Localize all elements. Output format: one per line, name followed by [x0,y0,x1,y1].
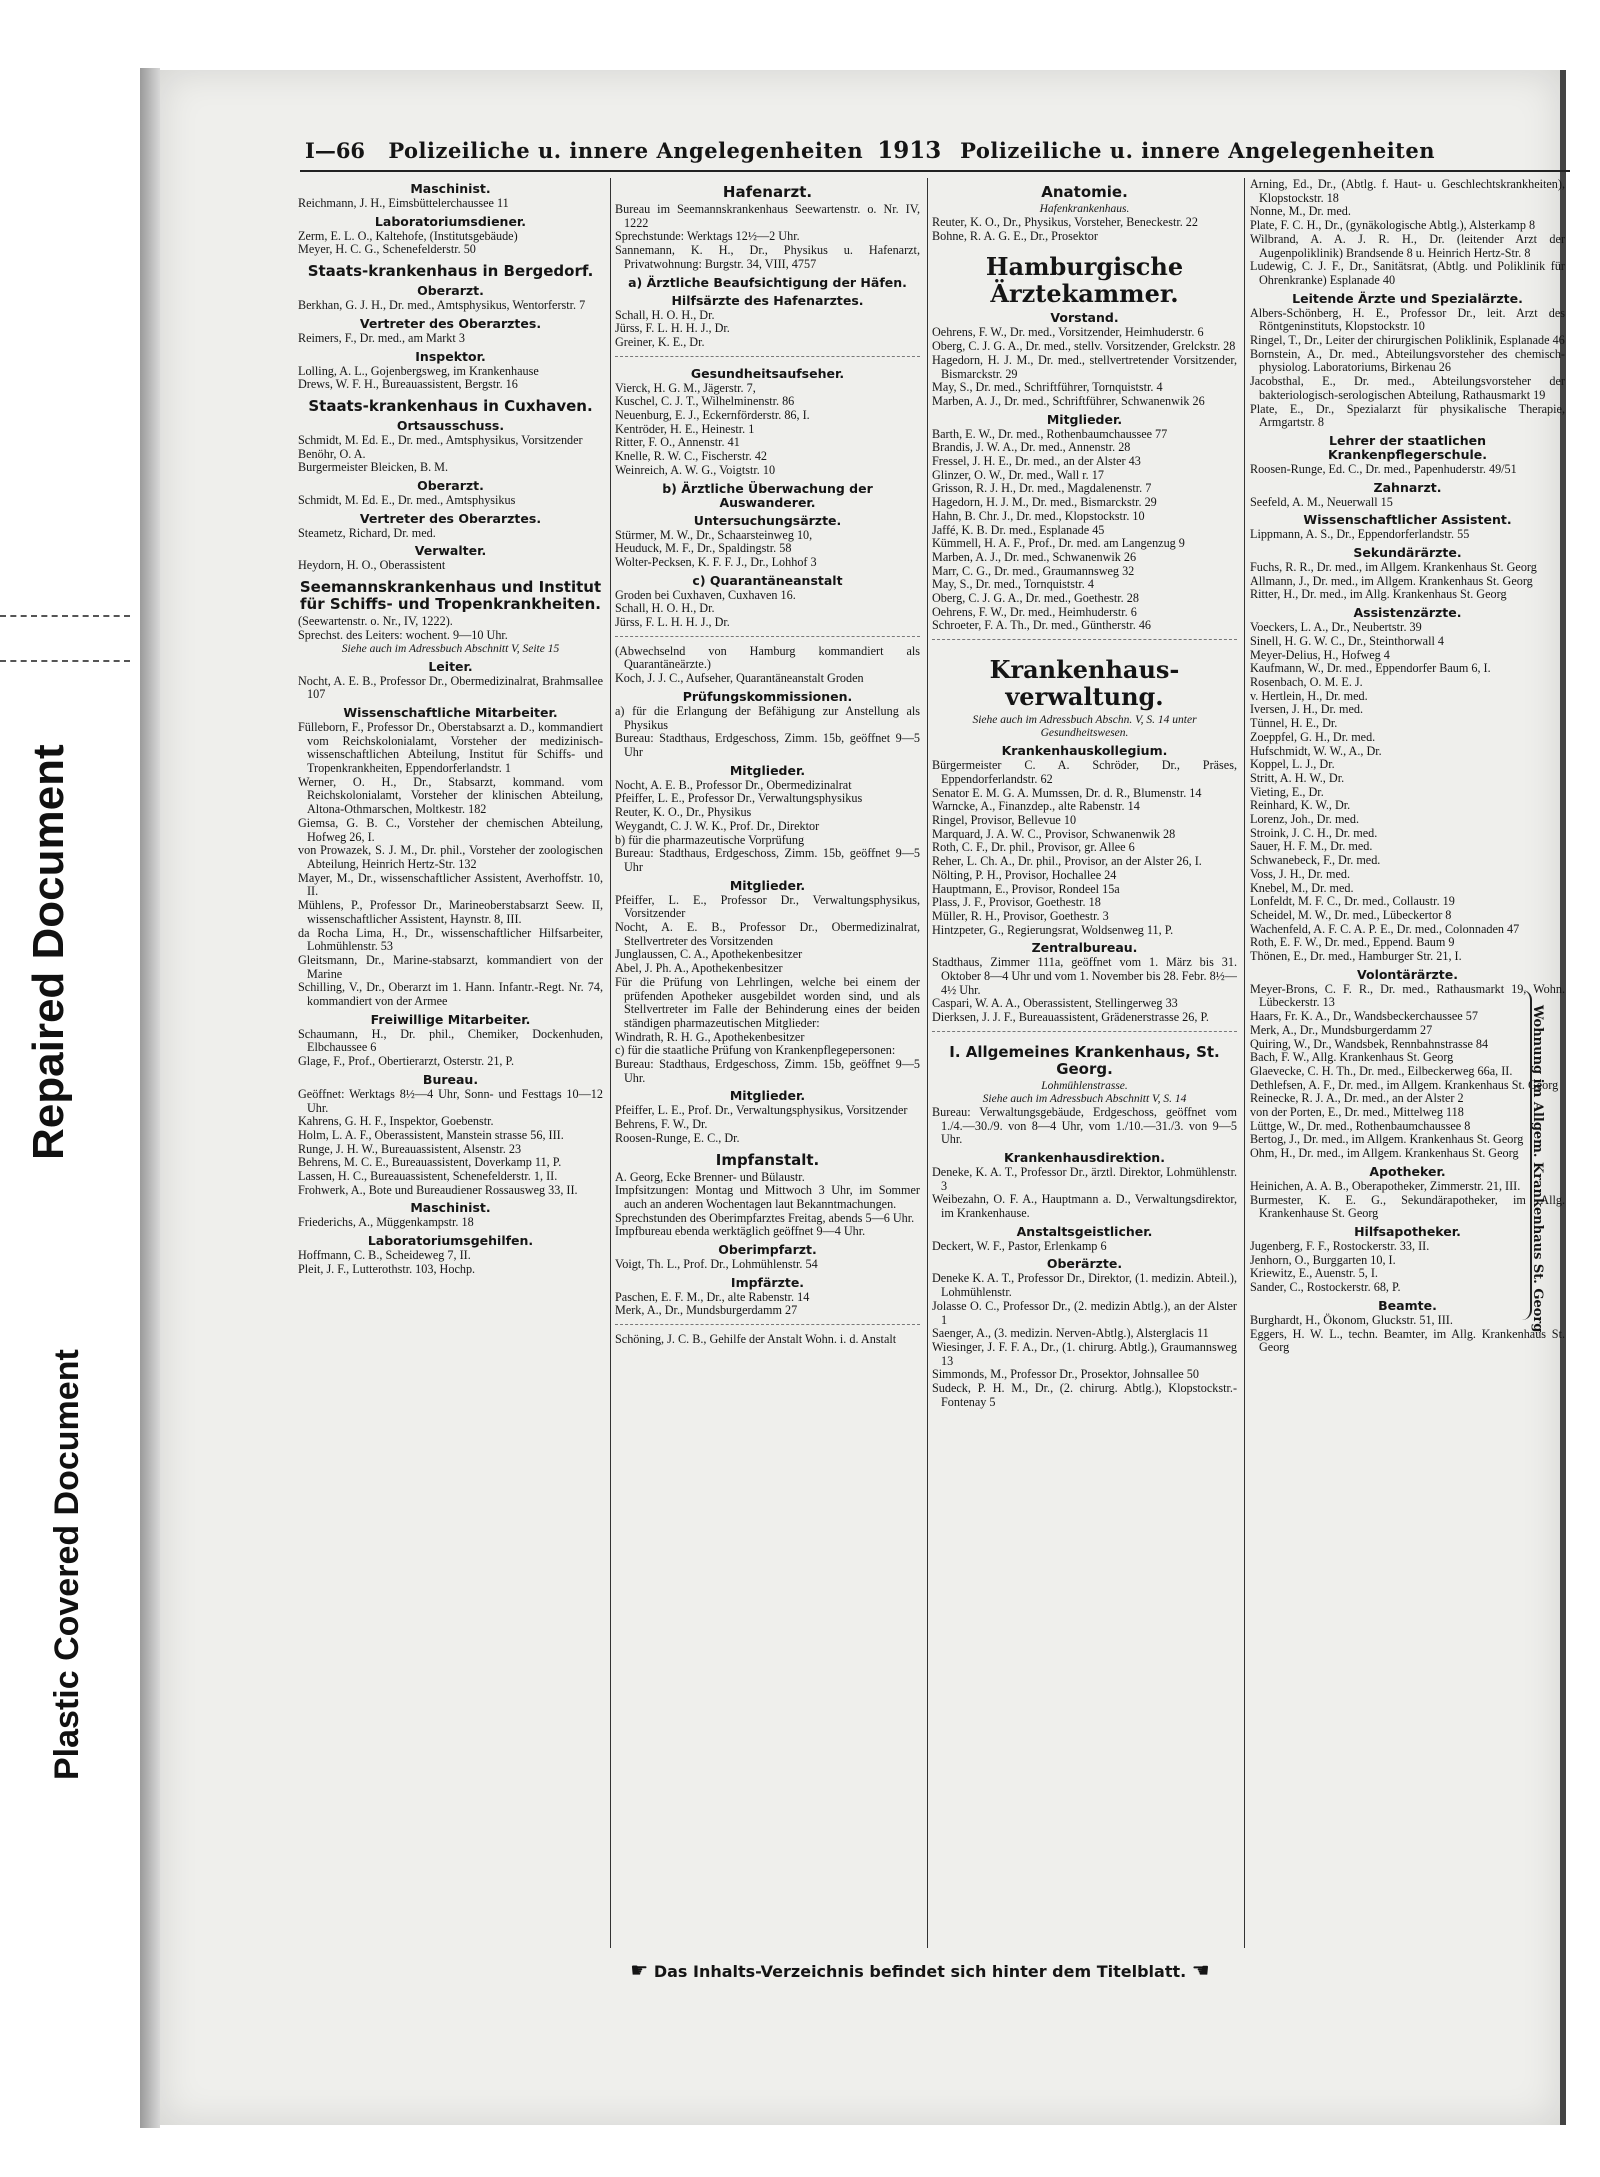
entry: Lorenz, Joh., Dr. med. [1250,812,1359,827]
entry: Reinhard, K. W., Dr. [1250,798,1351,813]
entry: Schall, H. O. H., Dr. [615,601,715,616]
entry: Seefeld, A. M., Neuerwall 15 [1250,494,1393,509]
column-divider [927,178,928,1948]
entry: Sprechstunden des Oberimpfarztes Freitag, abends 5—6 Uhr. [615,1210,915,1225]
section-heading: Verwalter. [414,543,487,559]
entry: Sprechstunde: Werktags 12½—2 Uhr. [615,229,800,244]
entry: Impfbureau ebenda werktäglich geöffnet 9—4 Uhr. [615,1224,866,1239]
entry: Kümmell, H. A. F., Prof., Dr. med. am Langenzug 9 [932,536,1185,551]
section-heading: Ortsausschuss. [396,417,505,433]
entry: b) für die pharmazeutische Vorprüfung [615,832,805,847]
entry: Schmidt, M. Ed. E., Dr. med., Amtsphysikus, Vorsitzender [298,432,583,447]
entry: Groden bei Cuxhaven, Cuxhaven 16. [615,587,796,602]
entry: Sander, C., Rostockerstr. 68, P. [1250,1280,1401,1295]
section-heading: Wissenschaftlicher Assistent. [1303,512,1512,528]
section-heading: Anstaltsgeistlicher. [1016,1223,1153,1239]
section-heading: Zahnarzt. [1373,479,1442,495]
entry: Glinzer, O. W., Dr. med., Wall r. 17 [932,467,1104,482]
entry: Bohne, R. A. G. E., Dr., Prosektor [932,228,1098,243]
section-heading: Staats-krankenhaus in Bergedorf. [307,262,594,281]
separator [615,356,920,363]
entry: Weibezahn, O. F. A., Hauptmann a. D., Verwaltungsdirektor, im Krankenhause. [932,1192,1237,1221]
entry: Sinell, H. G. W. C., Dr., Steinthorwall 4 [1250,633,1444,648]
entry: Giemsa, G. B. C., Vorsteher der chemischen Abteilung, Hofweg 26, I. [298,815,603,844]
section-heading: Staats-krankenhaus in Cuxhaven. [308,396,593,415]
entry: Lassen, H. C., Bureauassistent, Schenefelderstr. 1, II. [298,1169,558,1184]
entry: (Abwechselnd von Hamburg kommandiert als Quarantäneärzte.) [615,643,920,672]
column-divider [1244,178,1245,1948]
entry: Burghardt, H., Ökonom, Gluckstr. 51, III. [1250,1312,1453,1327]
entry: Greiner, K. E., Dr. [615,334,705,349]
entry: May, S., Dr. med., Schriftführer, Tornquiststr. 4 [932,380,1163,395]
section-heading: Maschinist. [410,1200,491,1216]
entry: Hahn, B. Chr. J., Dr. med., Klopstockstr. 10 [932,508,1145,523]
entry: Fuchs, R. R., Dr. med., im Allgem. Krankenhaus St. Georg [1250,560,1537,575]
note: Siehe auch im Adressbuch Abschn. V, S. 14 unter Gesundheitswesen. [972,714,1197,740]
entry: Koppel, L. J., Dr. [1250,757,1335,772]
divider-dashes [0,615,130,621]
entry: da Rocha Lima, H., Dr., wissenschaftlicher Hilfsarbeiter, Lohmühlenstr. 53 [298,925,603,954]
entry: Tünnel, H. E., Dr. [1250,716,1338,731]
entry: von der Porten, E., Dr. med., Mittelweg 118 [1250,1105,1464,1120]
entry: Arning, Ed., Dr., (Abtlg. f. Haut- u. Geschlechtskrankheiten), Klopstockstr. 18 [1250,178,1565,205]
entry: Deckert, W. F., Pastor, Erlenkamp 6 [932,1238,1107,1253]
entry: Berkhan, G. J. H., Dr. med., Amtsphysikus, Wentorferstr. 7 [298,298,586,313]
section-heading: Laboratoriumsdiener. [374,213,527,229]
entry: Ohm, H., Dr. med., im Allgem. Krankenhaus St. Georg [1250,1146,1519,1161]
section-heading: Prüfungskommissionen. [682,688,853,704]
entry: Caspari, W. A. A., Oberassistent, Stellingerweg 33 [932,996,1178,1011]
entry: Schilling, V., Dr., Oberarzt im 1. Hann. Infantr.-Regt. Nr. 74, kommandiert von der Armee [298,980,603,1009]
entry: Meyer-Brons, C. F. R., Dr. med., Rathausmarkt 19, Wohn. Lübeckerstr. 13 [1250,981,1565,1010]
entry: Nocht, A. E. B., Professor Dr., Obermedizinalrat, Brahmsallee 107 [298,673,603,702]
entry: Marben, A. J., Dr. med., Schwanenwik 26 [932,549,1137,564]
section-heading: Volontärärzte. [1356,966,1458,982]
entry: Schaumann, H., Dr. phil., Chemiker, Dockenhuden, Elbchaussee 6 [298,1026,603,1055]
entry: Mayer, M., Dr., wissenschaftlicher Assistent, Averhoffstr. 10, II. [298,870,603,899]
section-heading: Leiter. [428,658,473,674]
column-1 [298,178,603,1948]
header-rule [300,170,1570,172]
section-heading: Hilfsärzte des Hafenarztes. [671,292,864,308]
entry: Hagedorn, H. J. M., Dr. med., stellvertretender Vorsitzender, Bismarckstr. 29 [932,352,1237,381]
section-heading: Maschinist. [410,181,491,196]
entry: Stroink, J. C. H., Dr. med. [1250,825,1378,840]
section-heading: c) Quarantäneanstalt [692,572,843,588]
entry: v. Hertlein, H., Dr. med. [1250,688,1368,703]
section-heading: Krankenhausdirektion. [1004,1149,1165,1165]
entry: Nonne, M., Dr. med. [1250,204,1351,219]
entry: Burmester, K. E. G., Sekundärapotheker, im Allg. Krankenhause St. Georg [1250,1192,1565,1221]
entry: Junglaussen, C. A., Apothekenbesitzer [615,947,803,962]
entry: Barth, E. W., Dr. med., Rothenbaumchaussee 77 [932,426,1168,441]
section-heading: Mitglieder. [729,762,806,778]
entry: Roosen-Runge, Ed. C., Dr. med., Papenhuderstr. 49/51 [1250,461,1517,476]
entry: Wachenfeld, A. F. C. A. P. E., Dr. med., Colonnaden 47 [1250,921,1520,936]
section-heading: Krankenhaus-verwaltung. [989,655,1180,712]
entry: Plass, J. F., Provisor, Goethestr. 18 [932,895,1101,910]
entry: Wiesinger, J. F. F. A., Dr., (1. chirurg. Abtlg.), Graumannsweg 13 [932,1339,1237,1368]
entry: Sannemann, K. H., Dr., Physikus u. Hafenarzt, Privatwohnung: Burgstr. 34, VIII, 4757 [615,243,920,271]
entry: Warncke, A., Finanzdep., alte Rabenstr. 14 [932,799,1140,814]
column-divider [610,178,611,1948]
entry: Jenhorn, O., Burggarten 10, I. [1250,1252,1396,1267]
entry: c) für die staatliche Prüfung von Krankenpflegepersonen: [615,1043,896,1058]
entry: Oberg, C. J. G. A., Dr. med., stellv. Vorsitzender, Grelckstr. 28 [932,339,1236,354]
divider-dashes [0,660,130,666]
entry: Saenger, A., (3. medizin. Nerven-Abtlg.), Alsterglacis 11 [932,1326,1209,1341]
header-title-left: Polizeiliche u. innere Angelegenheiten [388,137,864,163]
entry: Glage, F., Prof., Obertierarzt, Osterstr. 21, P. [298,1054,514,1069]
entry: Quiring, W., Dr., Wandsbek, Rennbahnstrasse 84 [1250,1036,1489,1051]
entry: Bureau im Seemannskrankenhaus Seewartenstr. o. Nr. IV, 1222 [615,202,920,230]
section-heading: Oberarzt. [417,478,484,494]
entry: Pfeiffer, L. E., Prof. Dr., Verwaltungsphysikus, Vorsitzender [615,1103,908,1118]
pointing-hand-right-icon: ☛ [630,1958,649,1982]
entry: Heuduck, M. F., Dr., Spaldingstr. 58 [615,541,792,556]
entry: Drews, W. F. H., Bureauassistent, Bergstr. 16 [298,377,518,392]
entry: a) für die Erlangung der Befähigung zur Anstellung als Physikus [615,703,920,732]
entry: Schwanebeck, F., Dr. med. [1250,853,1381,868]
entry: Oehrens, F. W., Dr. med., Heimhuderstr. 6 [932,604,1137,619]
entry: Bureau: Stadthaus, Erdgeschoss, Zimm. 15b, geöffnet 9—5 Uhr [615,846,920,874]
entry: Windrath, R. H. G., Apothekenbesitzer [615,1029,805,1044]
entry: A. Georg, Ecke Brenner- und Bülaustr. [615,1169,805,1184]
entry: Marquard, J. A. W. C., Provisor, Schwanenwik 28 [932,826,1176,841]
section-heading: Impfärzte. [730,1274,805,1290]
entry: Voss, J. H., Dr. med. [1250,866,1350,881]
entry: Weygandt, C. J. W. K., Prof. Dr., Direktor [615,818,820,833]
section-heading: I. Allgemeines Krankenhaus, St. Georg. [949,1042,1220,1078]
entry: Eggers, H. W. L., techn. Beamter, im Allg. Krankenhaus St. Georg [1250,1326,1565,1355]
entry: Lippmann, A. S., Dr., Eppendorferlandstr. 55 [1250,527,1470,542]
entry: Frohwerk, A., Bote und Bureaudiener Rossausweg 33, II. [298,1182,578,1197]
entry: Knebel, M., Dr. med. [1250,880,1354,895]
footer-text: Das Inhalts-Verzeichnis befindet sich hinter dem Titelblatt. [653,1962,1187,1981]
section-heading: Vertreter des Oberarztes. [359,315,542,331]
entry: Albers-Schönberg, H. E., Professor Dr., leit. Arzt des Röntgeninstituts, Klopstockstr. 10 [1250,305,1565,334]
entry: Nölting, P. H., Provisor, Hochallee 24 [932,867,1117,882]
entry: Marr, C. G., Dr. med., Graumannsweg 32 [932,563,1135,578]
entry: Marben, A. J., Dr. med., Schriftführer, Schwanenwik 26 [932,393,1205,408]
entry: Ringel, T., Dr., Leiter der chirurgischen Poliklinik, Esplanade 46 [1250,333,1565,348]
section-heading: Anatomie. [1041,183,1128,201]
entry: Meyer-Delius, H., Hofweg 4 [1250,647,1390,662]
entry: Behrens, M. C. E., Bureauassistent, Doverkamp 11, P. [298,1155,562,1170]
vertical-note: Wohnung im Allgem. Krankenhaus St. Georg [1530,1005,1545,1333]
section-heading: Oberarzt. [417,283,484,299]
entry: Deneke, K. A. T., Professor Dr., ärztl. Direktor, Lohmühlenstr. 3 [932,1164,1237,1193]
section-heading: Oberärzte. [1046,1256,1123,1272]
entry: Sauer, H. F. M., Dr. med. [1250,839,1373,854]
section-heading: Vertreter des Oberarztes. [359,510,542,526]
entry: Runge, J. H. W., Bureauassistent, Alsenstr. 23 [298,1141,522,1156]
entry: Reinecke, R. J. A., Dr. med., an der Alster 2 [1250,1091,1464,1106]
entry: Nocht, A. E. B., Professor Dr., Obermedizinalrat, Stellvertreter des Vorsitzenden [615,920,920,948]
entry: Pleit, J. F., Lutterothstr. 103, Hochp. [298,1261,476,1276]
entry: Simmonds, M., Professor Dr., Prosektor, Johnsallee 50 [932,1367,1199,1382]
entry: Dethlefsen, A. F., Dr. med., im Allgem. Krankenhaus St. Georg [1250,1077,1559,1092]
entry: Bornstein, A., Dr. med., Abteilungsvorsteher des chemisch-physiolog. Laboratoriums, Birkenau 26 [1250,346,1565,375]
entry: Benöhr, O. A. [298,446,366,461]
section-heading: Hilfsapotheker. [1354,1224,1461,1239]
scan-page-edge [140,68,160,2128]
entry: Grisson, R. J. H., Dr. med., Magdalenenstr. 7 [932,481,1152,496]
entry: Senator E. M. G. A. Mumssen, Dr. d. R., Blumenstr. 14 [932,785,1202,800]
entry: Reimers, F., Dr. med., am Markt 3 [298,330,465,345]
entry: Deneke K. A. T., Professor Dr., Direktor, (1. medizin. Abteil.), Lohmühlenstr. [932,1271,1237,1300]
entry: Lolling, A. L., Gojenbergsweg, im Krankenhause [298,363,539,378]
entry: Bureau: Stadthaus, Erdgeschoss, Zimm. 15b, geöffnet 9—5 Uhr. [615,1057,920,1085]
entry: Wilbrand, A. A. J. R. H., Dr. (leitender Arzt der Augenpoliklinik) Brandsende 8 u. Heinrich Hertz-Str. 8 [1250,231,1565,260]
section-heading: Mitglieder. [729,1088,806,1104]
note: Siehe auch im Adressbuch Abschnitt V, Seite 15 [341,642,560,655]
entry: Jürss, F. L. H. H. J., Dr. [615,615,730,630]
entry: Fülleborn, F., Professor Dr., Oberstabsarzt a. D., kommandiert vom Reichskolonialamt, Vorsteher der medizinisch-wissenschaftlichen Abteilung, Institut für Schiffs- und Tropenkrankheiten, Eppendorferlandstr. 1 [298,719,603,776]
entry: Ritter, F. O., Annenstr. 41 [615,435,740,450]
entry: Fressel, J. H. E., Dr. med., an der Alster 43 [932,454,1141,469]
section-heading: Krankenhauskollegium. [1001,743,1168,759]
separator [615,636,920,643]
entry: Kaufmann, W., Dr. med., Eppendorfer Baum 6, I. [1250,661,1491,676]
section-heading: Inspektor. [415,348,486,364]
entry: Bureau: Verwaltungsgebäude, Erdgeschoss, geöffnet vom 1./4.—30./9. von 8—4 Uhr, vom 1./10.—31./3. von 9—5 Uhr. [932,1104,1237,1147]
entry: Jaffé, K. B. Dr. med., Esplanade 45 [932,522,1105,537]
section-heading: Untersuchungsärzte. [693,512,842,528]
entry: Hauptmann, E., Provisor, Rondeel 15a [932,881,1120,896]
footer-note [520,1958,1320,1982]
entry: Gleitsmann, Dr., Marine-stabsarzt, kommandiert von der Marine [298,952,603,981]
section-heading: Oberimpfarzt. [718,1242,817,1258]
entry: Pfeiffer, L. E., Professor Dr., Verwaltungsphysikus [615,791,863,806]
entry: Reuter, K. O., Dr., Physikus [615,805,752,820]
entry: Lüttge, W., Dr. med., Rothenbaumchaussee 8 [1250,1118,1471,1133]
section-heading: Hafenarzt. [722,183,813,201]
entry: Ludewig, C. J. F., Dr., Sanitätsrat, (Abtlg. und Poliklinik für Ohrenkranke) Esplanade 40 [1250,259,1565,287]
entry: Für die Prüfung von Lehrlingen, welche bei einem der prüfenden Apotheker ausgebildet worden sind, und als Stellvertreter im Falle der Behinderung eines der beiden ständigen pharmazeutischen Mitglieder: [615,974,920,1030]
entry: Haars, Fr. K. A., Dr., Wandsbeckerchaussee 57 [1250,1009,1478,1024]
section-heading: b) Ärztliche Überwachung der Auswanderer. [662,480,873,510]
side-labels [0,0,140,2177]
header-title-right: Polizeiliche u. innere Angelegenheiten [960,137,1435,163]
entry: Bertog, J., Dr. med., im Allgem. Krankenhaus St. Georg [1250,1132,1524,1147]
entry: Dierksen, J. J. F., Bureauassistent, Grädenerstrasse 26, P. [932,1010,1209,1025]
entry: Lonfeldt, M. F. C., Dr. med., Collaustr. 19 [1250,894,1455,909]
entry: Vierck, H. G. M., Jägerstr. 7, [615,380,756,395]
section-heading: Bureau. [422,1071,479,1087]
section-heading: Hamburgische Ärztekammer. [985,252,1184,309]
entry: Voigt, Th. L., Prof. Dr., Lohmühlenstr. 54 [615,1257,818,1272]
entry: Oehrens, F. W., Dr. med., Vorsitzender, Heimhuderstr. 6 [932,325,1204,340]
column-3 [932,178,1237,1948]
entry: Geöffnet: Werktags 8½—4 Uhr, Sonn- und Festtags 10—12 Uhr. [298,1086,603,1115]
entry: Jolasse O. C., Professor Dr., (2. medizin Abtlg.), an der Alster 1 [932,1298,1237,1327]
entry: Bürgermeister C. A. Schröder, Dr., Präses, Eppendorferlandstr. 62 [932,758,1237,786]
section-heading: Beamte. [1378,1297,1437,1313]
entry: Zerm, E. L. O., Kaltehofe, (Institutsgebäude) [298,228,518,243]
entry: Impfsitzungen: Montag und Mittwoch 3 Uhr, im Sommer auch an anderen Wochentagen laut Bekanntmachungen. [615,1183,920,1211]
note: Lohmühlenstrasse. [1041,1079,1128,1092]
entry: Jugenberg, F. F., Rostockerstr. 33, II. [1250,1239,1430,1253]
section-heading: Assistenzärzte. [1353,605,1462,621]
entry: Plate, F. C. H., Dr., (gynäkologische Abtlg.), Alsterkamp 8 [1250,218,1536,233]
repaired-document-label: Repaired Document [24,744,73,1160]
column-2 [615,178,920,1948]
section-heading: Freiwillige Mitarbeiter. [370,1011,531,1027]
entry: Glaevecke, C. H. Th., Dr. med., Eilbeckerweg 66a, II. [1250,1063,1513,1078]
separator [932,1031,1237,1038]
entry: Kriewitz, E., Auenstr. 5, I. [1250,1266,1378,1281]
entry: Reuter, K. O., Dr., Physikus, Vorsteher, Beneckestr. 22 [932,215,1198,229]
section-heading: Lehrer der staatlichen Krankenpflegerschule. [1328,432,1487,462]
section-heading: a) Ärztliche Beaufsichtigung der Häfen. [628,274,907,290]
entry: Vieting, E., Dr. [1250,784,1324,799]
entry: Schmidt, M. Ed. E., Dr. med., Amtsphysikus [298,493,516,508]
entry: Reichmann, J. H., Eimsbüttelerchaussee 11 [298,196,509,210]
entry: Rosenbach, O. M. E. J. [1250,674,1363,689]
entry: Plate, E., Dr., Spezialarzt für physikalische Therapie, Armgartstr. 8 [1250,401,1565,430]
entry: Bureau: Stadthaus, Erdgeschoss, Zimm. 15b, geöffnet 9—5 Uhr [615,731,920,759]
pointing-hand-left-icon: ☚ [1191,1958,1210,1982]
entry: Hagedorn, H. J. M., Dr. med., Bismarckstr. 29 [932,495,1157,510]
entry: Ringel, Provisor, Bellevue 10 [932,812,1077,827]
section-heading: Leitende Ärzte und Spezialärzte. [1292,290,1523,306]
entry: Stürmer, M. W., Dr., Schaarsteinweg 10, [615,527,813,542]
section-heading: Sekundärärzte. [1353,545,1462,561]
entry: Kahrens, G. H. F., Inspektor, Goebenstr. [298,1114,494,1129]
entry: Jacobsthal, E., Dr. med., Abteilungsvorsteher der bakteriologisch-serologischen Abteilung, Rathausmarkt 19 [1250,374,1565,402]
separator [615,1324,920,1331]
separator [932,639,1237,646]
entry: Merk, A., Dr., Mundsburgerdamm 27 [615,1303,798,1318]
entry: Friederichs, A., Müggenkampstr. 18 [298,1215,474,1230]
entry: Koch, J. J. C., Aufseher, Quarantäneanstalt Groden [615,671,864,686]
entry: Allmann, J., Dr. med., im Allgem. Krankenhaus St. Georg [1250,573,1533,588]
section-heading: Mitglieder. [729,877,806,893]
entry: Meyer, H. C. G., Schenefelderstr. 50 [298,242,476,257]
entry: Kuschel, C. J. T., Wilhelminenstr. 86 [615,394,795,409]
entry: Schall, H. O. H., Dr. [615,307,715,322]
entry: Sprechst. des Leiters: wochent. 9—10 Uhr. [298,627,508,642]
page-header [305,130,1435,170]
entry: Hufschmidt, W. W., A., Dr. [1250,743,1382,758]
section-heading: Zentralbureau. [1031,940,1138,956]
entry: Nocht, A. E. B., Professor Dr., Obermedizinalrat [615,777,852,792]
entry: Hoffmann, C. B., Scheideweg 7, II. [298,1248,471,1263]
entry: Kentröder, H. E., Heinestr. 1 [615,421,755,436]
section-heading: Vorstand. [1050,310,1119,326]
note: Hafenkrankenhaus. [1039,203,1130,215]
entry: Scheidel, M. W., Dr. med., Lübeckertor 8 [1250,907,1452,922]
section-heading: Mitglieder. [1046,411,1123,427]
section-heading: Apotheker. [1369,1163,1446,1179]
entry: Werner, O. H., Dr., Stabsarzt, kommand. vom Reichskolonialamt, Vorsteher der klinischen Abteilung, Altona-Othmarschen, Moltkestr. 182 [298,774,603,817]
entry: Bach, F. W., Allg. Krankenhaus St. Georg [1250,1050,1454,1065]
entry: Paschen, E. F. M., Dr., alte Rabenstr. 14 [615,1289,810,1304]
entry: Jürss, F. L. H. H. J., Dr. [615,321,730,336]
entry: Reher, L. Ch. A., Dr. phil., Provisor, an der Alster 26, I. [932,854,1202,869]
entry: Stritt, A. H. W., Dr. [1250,770,1345,785]
entry: Holm, L. A. F., Oberassistent, Manstein strasse 56, III. [298,1127,564,1142]
entry: Mühlens, P., Professor Dr., Marineoberstabsarzt Seew. II, wissenschaftlicher Assistent, Haynstr. 8, III. [298,898,603,926]
entry: Ritter, H., Dr. med., im Allg. Krankenhaus St. Georg [1250,587,1507,602]
plastic-covered-document-label: Plastic Covered Document [48,1349,86,1780]
section-heading: Impfanstalt. [715,1150,820,1169]
entry: Heydorn, H. O., Oberassistent [298,558,446,573]
entry: Stadthaus, Zimmer 111a, geöffnet vom 1. März bis 31. Oktober 8—4 Uhr und vom 1. November bis 28. Febr. 8½—4½ Uhr. [932,955,1237,997]
entry: Behrens, F. W., Dr. [615,1117,708,1132]
entry: Zoeppfel, G. H., Dr. med. [1250,729,1376,744]
entry: Müller, R. H., Provisor, Goethestr. 3 [932,908,1109,923]
entry: von Prowazek, S. J. M., Dr. phil., Vorsteher der zoologischen Abteilung, Heinrich Hertz-Str. 132 [298,843,603,871]
entry: Knelle, R. W. C., Fischerstr. 42 [615,449,768,464]
entry: Schroeter, F. A. Th., Dr. med., Güntherstr. 46 [932,618,1152,633]
entry: Pfeiffer, L. E., Professor Dr., Verwaltungsphysikus, Vorsitzender [615,892,920,921]
entry: Sudeck, P. H. M., Dr., (2. chirurg. Abtlg.), Klopstockstr.-Fontenay 5 [932,1381,1237,1409]
entry: Roth, C. F., Dr. phil., Provisor, gr. Allee 6 [932,840,1135,855]
section-heading: Seemannskrankenhaus und Institut für Schiffs- und Tropenkrankheiten. [299,578,602,614]
entry: Burgermeister Bleicken, B. M. [298,460,449,475]
entry: Weinreich, A. W. G., Voigtstr. 10 [615,462,776,477]
entry: (Seewartenstr. o. Nr., IV, 1222). [298,614,453,629]
entry: Voeckers, L. A., Dr., Neubertstr. 39 [1250,620,1422,635]
entry: Steametz, Richard, Dr. med. [298,525,436,540]
entry: Neuenburg, E. J., Eckernförderstr. 86, I. [615,408,810,423]
section-heading: Gesundheitsaufseher. [690,365,845,381]
entry: Roosen-Runge, E. C., Dr. [615,1130,740,1145]
entry: Thönen, E., Dr. med., Hamburger Str. 21, I. [1250,949,1462,964]
section-heading: Laboratoriumsgehilfen. [367,1233,534,1249]
entry: May, S., Dr. med., Tornquiststr. 4 [932,577,1094,592]
note: Siehe auch im Adressbuch Abschnitt V, S. 14 [982,1092,1187,1105]
entry: Schöning, J. C. B., Gehilfe der Anstalt Wohn. i. d. Anstalt [615,1332,897,1347]
entry: Oberg, C. J. G. A., Dr. med., Goethestr. 28 [932,591,1139,606]
header-year: 1913 [877,136,942,164]
page-number: I—66 [305,137,366,163]
entry: Brandis, J. W. A., Dr. med., Annenstr. 28 [932,440,1131,455]
entry: Abel, J. Ph. A., Apothekenbesitzer [615,961,783,976]
entry: Iversen, J. H., Dr. med. [1250,702,1364,717]
section-heading: Wissenschaftliche Mitarbeiter. [343,704,558,720]
entry: Merk, A., Dr., Mundsburgerdamm 27 [1250,1022,1433,1037]
entry: Roth, E. F. W., Dr. med., Eppend. Baum 9 [1250,935,1455,950]
entry: Wolter-Pecksen, K. F. F. J., Dr., Lohhof 3 [615,554,817,569]
entry: Heinichen, A. A. B., Oberapotheker, Zimmerstr. 21, III. [1250,1178,1521,1193]
entry: Hintzpeter, G., Regierungsrat, Woldsenweg 11, P. [932,922,1174,937]
